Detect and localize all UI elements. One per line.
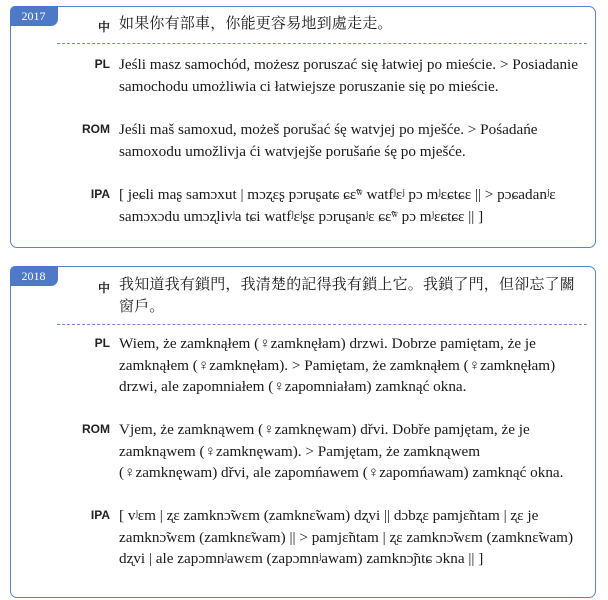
rom-label: ROM: [82, 422, 110, 436]
ipa-label: IPA: [90, 508, 110, 522]
divider: [57, 324, 587, 325]
entry-card-2017: [10, 6, 596, 248]
pl-label: PL: [94, 336, 110, 350]
year-tab: 2017: [10, 6, 58, 26]
rom-text: Jeśli maš samoxud, możeš porušać śę watvjej po mješće. > Pośadańe samoxodu umožlivja ći watvjejše porušańe śę po mješće.: [119, 121, 538, 160]
divider: [57, 43, 587, 44]
year-tab: 2018: [10, 266, 58, 286]
pl-text: Wiem, że zamknąłem (♀zamknęłam) drzwi. Dobrze pamiętam, że je zamknąłem (♀zamknęłam). > Pamiętam, że zamknąłem (♀zamknęłam) drzwi, ale zapomniałem (♀zapomniałam) zamknąć okna.: [119, 335, 556, 395]
ipa-text: [ vʲɛm | ʐɛ zamknɔ̃wɛm (zamknɛ̃wam) dʐvi || dɔbʐɛ pamjɛ̃ntam | ʐɛ je zamknɔ̃wɛm (zamknɛ̃wam) || > pamjɛ̃ntam | ʐɛ zamknɔ̃wɛm (zamknɛ̃wam) dʐvi | ale zapɔmnʲawɛm (zapɔmnʲawam) zamknɔ̃ɲtɕ ɔkna || ]: [119, 507, 574, 567]
rom-label: ROM: [82, 122, 110, 136]
ipa-label: IPA: [90, 187, 110, 201]
zh-text: 我知道我有鎖門，我清楚的記得我有鎖上它。我鎖了門，但卻忘了關窗戶。: [119, 275, 576, 315]
zh-text: 如果你有部車，你能更容易地到處走走。: [119, 14, 393, 32]
zh-label: 中: [97, 20, 110, 34]
entry-card-2018: [10, 266, 596, 598]
pl-label: PL: [94, 57, 110, 71]
zh-label: 中: [97, 281, 110, 295]
rom-text: Vjem, że zamknąwem (♀zamknęwam) dřvi. Dobře pamjętam, że je zamknąwem (♀zamknęwam). > Pamjętam, że zamknąwem (♀zamknęwam) dřvi, ale zapomńawem (♀zapomńawam) zamknąć okna.: [119, 421, 564, 481]
ipa-text: [ jeɕli maʂ samɔxut | mɔʐɛʂ pɔruʂatɕ ɕɛ̃ʷ watfʲɛʲ pɔ mʲɛɕtɕɛ || > pɔɕadanʲɛ samɔxɔdu umɔʐlivʲa tɕi watfʲɛʲʂɛ pɔruʂanʲɛ ɕɛ̃ʷ pɔ mʲɛɕtɕɛ || ]: [119, 186, 556, 225]
pl-text: Jeśli masz samochód, możesz poruszać się łatwiej po mieście. > Posiadanie samochodu umożliwia ci łatwiejsze poruszanie się po mieście.: [119, 56, 578, 95]
